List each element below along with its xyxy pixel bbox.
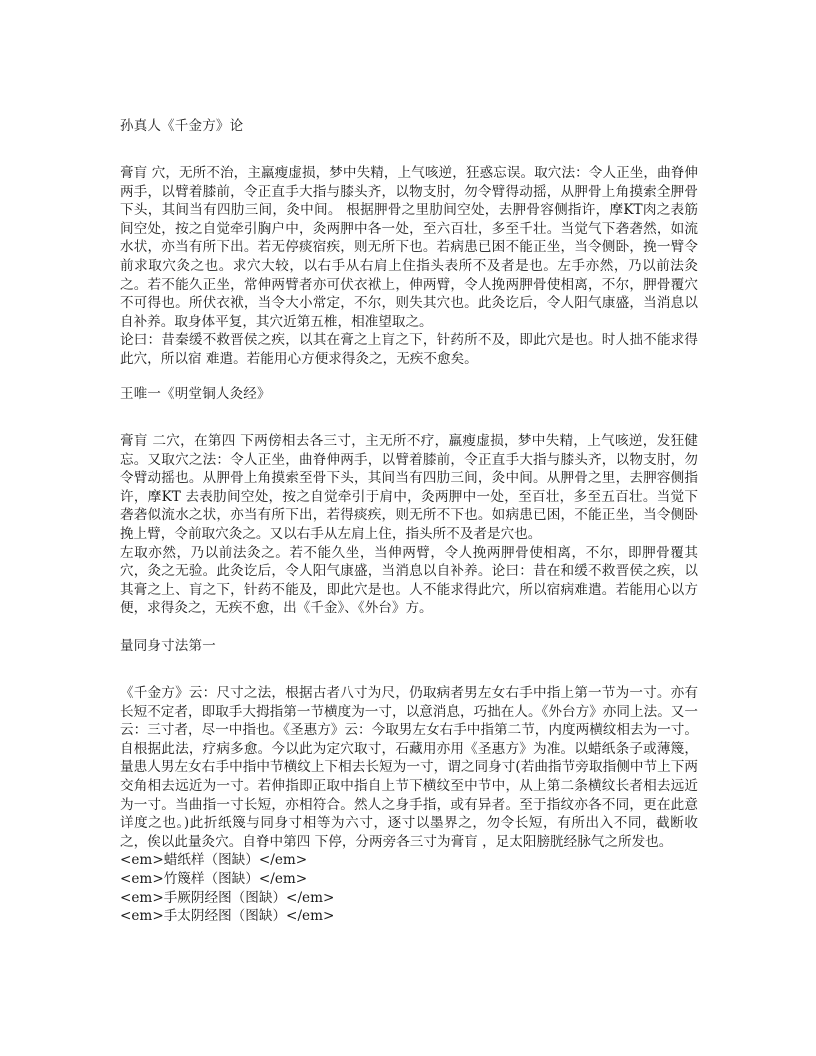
paragraph: 膏肓 穴，无所不治，主羸瘦虚损，梦中失精，上气咳逆，狂惑忘误。取穴法：令人正坐，曲脊伸两手，以臂着膝前，令正直手大指与膝头齐，以物支肘，勿令臂得动摇，从胛骨上角摸索全胛骨下头，其间当有四肋三间，灸中间。 根据胛骨之里肋间空处，去胛骨容侧指许，摩KT肉之表筋间空处，按之自觉牵引胸户中，灸两胛中各一处，至六百壮，多至千壮。当觉气下砻砻然，如流水状，亦当有所下出。若无停痰宿疾，则无所下也。若病患已困不能正坐，当令侧卧，挽一臂令前求取穴灸之也。求穴大较，以右手从右肩上住指头表所不及者是也。左手亦然，乃以前法灸之。若不能久正坐，常伸两臂者亦可伏衣袱上，伸两臂，令人挽两胛骨使相离，不尔，胛骨覆穴不可得也。所伏衣袱，当令大小常定，不尔，则失其穴也。此灸讫后，令人阳气康盛，当消息以自补养。取身体平复，其穴近第五椎，相准望取之。	[120, 165, 698, 330]
paragraph: 左取亦然，乃以前法灸之。若不能久坐，当伸两臂，令人挽两胛骨使相离，不尔，即胛骨覆其穴，灸之无验。此灸讫后，令人阳气康盛，当消息以自补养。论曰：昔在和缓不救晋侯之疾，以其膏之上、肓之下，针药不能及，即此穴是也。人不能求得此穴，所以宿病难遣。若能用心以方便，求得灸之，无疾不愈，出《千金》、《外台》方。	[120, 544, 698, 617]
figure-note: <em>手太阴经图（图缺）</em>	[120, 908, 335, 925]
section-title-tongshencun: 量同身寸法第一	[120, 638, 216, 654]
section-body-tongshencun	[120, 684, 698, 926]
section-title-qianjinfang: 孙真人《千金方》论	[120, 118, 244, 134]
section-body-tongren-jiujing	[120, 432, 698, 618]
figure-note: <em>手厥阴经图（图缺）</em>	[120, 889, 335, 906]
paragraph: 论曰：昔秦缓不救晋侯之疾，以其在膏之上肓之下，针药所不及，即此穴是也。时人拙不能求得此穴，所以宿 难遣。若能用心方便求得灸之，无疾不愈矣。	[120, 332, 698, 367]
paragraph: 膏肓 二穴，在第四 下两傍相去各三寸，主无所不疗，羸瘦虚损，梦中失精，上气咳逆，发狂健忘。又取穴之法：令人正坐，曲脊伸两手，以臂着膝前，令正直手大指与膝头齐，以物支肘，勿令臂动摇也。从胛骨上角摸索至骨下头，其间当有四肋三间，灸中间。从胛骨之里，去胛容侧指许，摩KT 去表肋间空处，按之自觉牵引于肩中，灸两胛中一处，至百壮，多至五百壮。当觉下砻砻似流水之状，亦当有所下出，若得痰疾，则无所不下也。如病患已困，不能正坐，当令侧卧挽上臂，令前取穴灸之。又以右手从左肩上住，指头所不及者是穴也。	[120, 433, 698, 542]
section-title-tongren-jiujing: 王唯一《明堂铜人灸经》	[120, 386, 271, 402]
section-body-qianjinfang	[120, 164, 698, 369]
figure-note: <em>竹篾样（图缺）</em>	[120, 870, 308, 887]
figure-note: <em>蜡纸样（图缺）</em>	[120, 852, 308, 869]
paragraph: 《千金方》云：尺寸之法，根据古者八寸为尺，仍取病者男左女右手中指上第一节为一寸。亦有长短不定者，即取手大拇指第一节横度为一寸，以意消息，巧拙在人。《外台方》亦同上法。又一云：三寸者，尽一中指也。《圣惠方》云：今取男左女右手中指第二节，内度两横纹相去为一寸。自根据此法，疗病多愈。今以此为定穴取寸，石藏用亦用《圣惠方》为准。以蜡纸条子或薄篾，量患人男左女右手中指中节横纹上下相去长短为一寸，谓之同身寸(若曲指节旁取指侧中节上下两交角相去远近为一寸。若伸指即正取中指自上节下横纹至中节中，从上第二条横纹长者相去远近为一寸。当曲指一寸长短，亦相符合。然人之身手指，或有异者。至于指纹亦各不同，更在此意详度之也。)此折纸篾与同身寸相等为六寸，逐寸以墨界之，勿令长短，有所出入不同，截断收之，俟以此量灸穴。自脊中第四 下停，分两旁各三寸为膏肓 ，足太阳膀胱经脉气之所发也。	[120, 685, 698, 850]
